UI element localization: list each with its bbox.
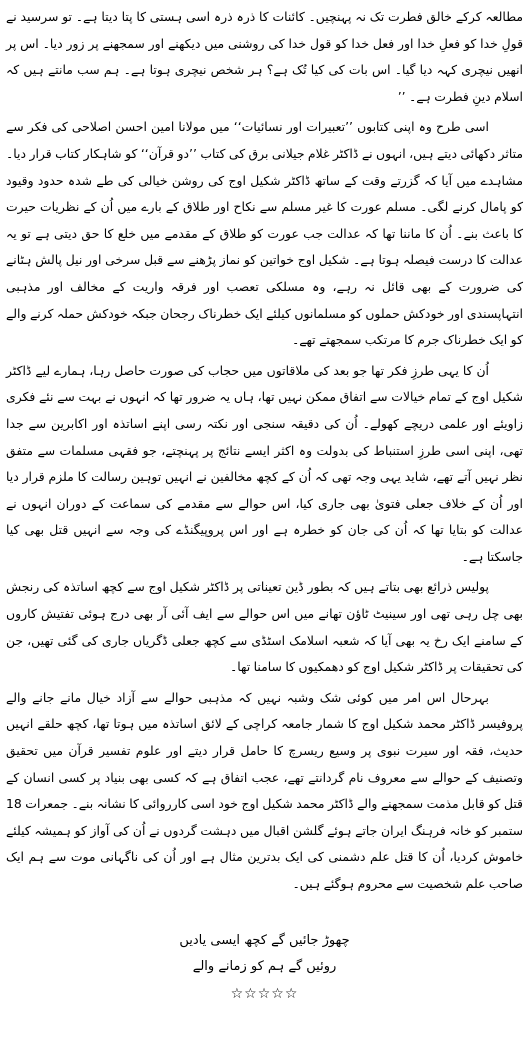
star-separator: ☆☆☆☆☆ <box>230 985 299 1002</box>
article-paragraph-1: مطالعہ کرکے خالق فطرت تک نہ پہنچیں۔ کائنات کا ذرہ ذرہ اسی ہستی کا پتا دیتا ہے۔ تو سرسید نے قولِ خدا کو فعلِ خدا اور فعل خدا کو قول خدا کی روشنی میں دیکھنے اور سمجھنے پر زور دیا۔ اس پر انھیں نیچری کہہ دیا گیا۔ اس بات کی کیا تُک ہے؟ ہر شخص نیچری ہوتا ہے۔ ہم سب مانتے ہیں کہ اسلام دینِ فطرت ہے۔ ’’ <box>6 9 523 104</box>
couplet-line-2: روئیں گے ہم کو زمانے والے <box>192 958 337 974</box>
article-paragraph-4: پولیس ذرائع بھی بتاتے ہیں کہ بطور ڈین تعیناتی پر ڈاکٹر شکیل اوج سے کچھ اساتذہ کی رنجش بھی چل رہی تھی اور سینیٹ ٹاؤن تھانے میں اس حوالے سے ایف آئی آر بھی درج ہوئی تفتیش کاروں کے سامنے ایک رخ یہ بھی آیا کہ شعبہ اسلامک اسٹڈی سے کچھ جعلی ڈگریاں جاری کی گئی تھیں، جن کی تحقیقات پر ڈاکٹر شکیل اوج کو دھمکیوں کا سامنا تھا۔ <box>6 579 523 675</box>
article-paragraph-5: بہرحال اس امر میں کوئی شک وشبہ نہیں کہ مذہبی حوالے سے آزاد خیال مانے جانے والے پروفیسر ڈاکٹر محمد شکیل اوج کا شمار جامعہ کراچی کے لائق اساتذہ میں ہوتا تھا، کچھ حلقے انہیں حدیث، فقہ اور سیرت نبوی پر وسیع ریسرچ کا حامل قرار دیتے اور علوم تفسیر قرآن میں تحقیق وتصنیف کے حوالے سے معروف نام گردانتے تھے، عجب اتفاق ہے کہ کسی بھی بنیاد پر کسی انسان کے قتل کو قابل مذمت سمجھنے والے ڈاکٹر محمد شکیل اوج خود اسی کارروائی کا نشانہ بنے۔ جمعرات 18 ستمبر کو خانہ فرہنگ ایران جاتے ہوئے گلشن اقبال میں دہشت گردوں نے اُن کی آواز کو ہمیشہ کیلئے خاموش کردیا، اُن کا قتل علم دشمنی کی ایک بدترین مثال ہے اور اُن کی ناگہانی موت سے ہم ایک صاحب علم شخصیت سے محروم ہوگئے ہیں۔ <box>6 689 523 891</box>
article-paragraph-2: اسی طرح وہ اپنی کتابوں ’’تعبیرات اور نسائیات‘‘ میں مولانا امین احسن اصلاحی کی فکر سے متاثر دکھائی دیتے ہیں، انہوں نے ڈاکٹر غلام جیلانی برق کی کتاب ’’دو قرآن‘‘ کو شاہکار کتاب قرار دیا۔ مشاہدے میں آیا کہ گزرتے وقت کے ساتھ ڈاکٹر شکیل اوج کی روشن خیالی کی طے شدہ حدود وقیود کو پامال کرنے لگی۔ مسلم عورت کا غیر مسلم سے نکاح اور طلاق کے بارے میں اُن کے نظریات حیرت کا باعث بنے۔ اُن کا ماننا تھا کہ عدالت جب عورت کو طلاق کے مقدمے میں خلع کا حق دیتی ہے تو یہ عدالت کا درست فیصلہ ہوتا ہے۔ شکیل اوج خواتین کو نماز پڑھنے سے قبل سرخی اور نیل پالش ہٹانے کی ضرورت کے بھی قائل نہ رہے، وہ مسلکی تعصب اور فرقہ واریت کے مخالف اور مذہبی انتہاپسندی اور خودکش حملوں کو مسلمانوں کیلئے ایک خطرناک رجحان جبکہ خودکش حملہ کرنے والے کو ایک خطرناک جرم کا مرتکب سمجھتے تھے۔ <box>6 119 523 348</box>
couplet-line-1: چھوڑ جائیں گے کچھ ایسی یادیں <box>179 932 350 948</box>
article-paragraph-3: اُن کا یہی طرزِ فکر تھا جو بعد کی ملاقاتوں میں حجاب کی صورت حاصل رہا، ہمارے لیے ڈاکٹر شکیل اوج کے تمام خیالات سے اتفاق ممکن نہیں تھا، ہاں یہ ضرور تھا کہ انہوں نے بہت سے نئے فکری زاویئے اور علمی دریچے کھولے۔ اُن کی دقیقہ سنجی اور نکتہ رسی اپنے اساتذہ اور اکابرین سے جدا تھی، اپنی اسی طرزِ استنباط کی بدولت وہ اکثر ایسے نتائج پر پہنچتے، جو فقہی مسلمات سے متفق نظر نہیں آتے تھے، شاید یہی وجہ تھی کہ اُن کے کچھ مخالفین نے انہیں توہین رسالت کا ملزم قرار دیا اور اُن کے خلاف جعلی فتویٰ بھی جاری کیا، اس حوالے سے مقدمے کی سماعت کے دوران انہوں نے عدالت کو بتایا تھا کہ اُن کی جان کو خطرہ ہے اور اس پروپیگنڈے کی وجہ سے انہیں قتل بھی کیا جاسکتا ہے۔ <box>6 362 523 564</box>
closing-couplet <box>6 928 523 980</box>
